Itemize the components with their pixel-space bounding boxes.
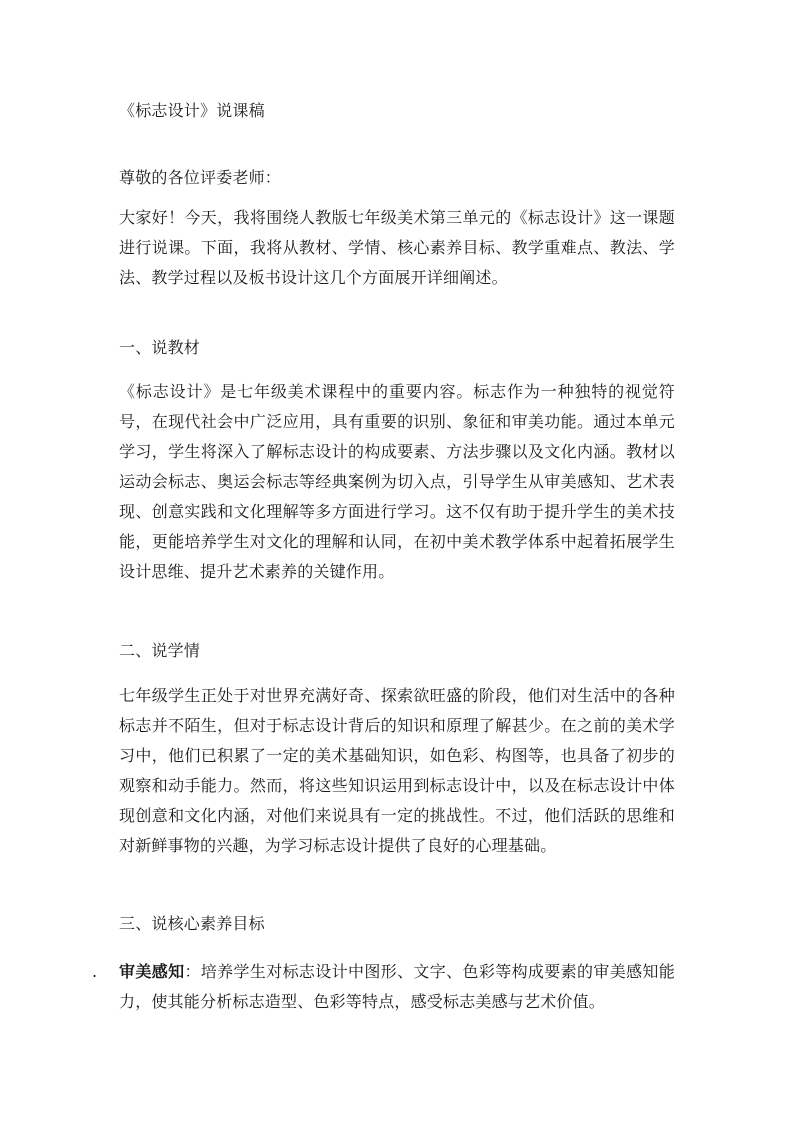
greeting: 尊敬的各位评委老师： <box>119 168 282 187</box>
bullet-marker: . <box>92 962 98 981</box>
aesthetic-perception-text: ：培养学生对标志设计中图形、文字、色彩等构成要素的审美感知能力，使其能分析标志造型、色彩等特点，感受标志美感与艺术价值。 <box>119 962 675 1011</box>
section-heading-textbook: 一、说教材 <box>119 338 201 357</box>
section-heading-core-literacy: 三、说核心素养目标 <box>119 914 265 933</box>
aesthetic-perception-label: 审美感知 <box>119 962 185 981</box>
intro-paragraph: 大家好！今天，我将围绕人教版七年级美术第三单元的《标志设计》这一课题进行说课。下面，我将从教材、学情、核心素养目标、教学重难点、教法、学法、教学过程以及板书设计这几个方面展开详细阐述。 <box>119 208 675 287</box>
section-heading-student-analysis: 二、说学情 <box>119 641 201 660</box>
section-body-student-analysis: 七年级学生正处于对世界充满好奇、探索欲旺盛的阶段，他们对生活中的各种标志并不陌生，但对于标志设计背后的知识和原理了解甚少。在之前的美术学习中，他们已积累了一定的美术基础知识，如色彩、构图等，也具备了初步的观察和动手能力。然而，将这些知识运用到标志设计中，以及在标志设计中体现创意和文化内涵，对他们来说具有一定的挑战性。不过，他们活跃的思维和对新鲜事物的兴趣，为学习标志设计提供了良好的心理基础。 <box>119 686 675 855</box>
section-body-textbook: 《标志设计》是七年级美术课程中的重要内容。标志作为一种独特的视觉符号，在现代社会中广泛应用，具有重要的识别、象征和审美功能。通过本单元学习，学生将深入了解标志设计的构成要素、方法步骤以及文化内涵。教材以运动会标志、奥运会标志等经典案例为切入点，引导学生从审美感知、艺术表现、创意实践和文化理解等多方面进行学习。这不仅有助于提升学生的美术技能，更能培养学生对文化的理解和认同，在初中美术教学体系中起着拓展学生设计思维、提升艺术素养的关键作用。 <box>119 382 675 581</box>
section-body-core-literacy <box>119 957 675 1017</box>
document-title: 《标志设计》说课稿 <box>119 101 265 120</box>
